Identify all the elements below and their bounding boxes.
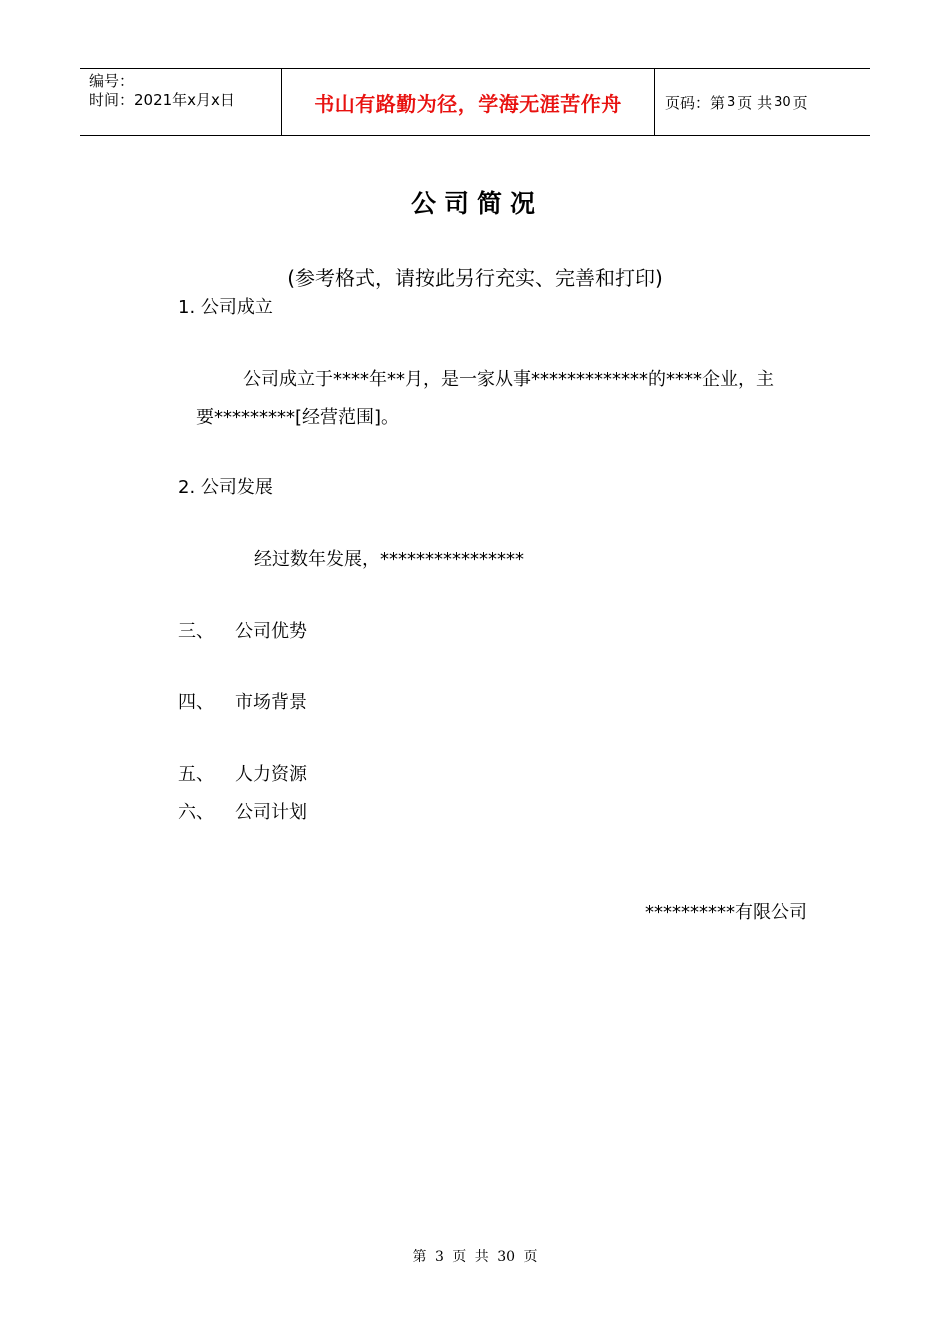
section-6-heading xyxy=(178,798,307,824)
section-3-title: 公司优势 xyxy=(235,621,307,642)
header-motto: 书山有路勤为径，学海无涯苦作舟 xyxy=(314,91,622,116)
header-motto-cell xyxy=(282,69,655,135)
document-subtitle: (参考格式，请按此另行充实、完善和打印) xyxy=(287,266,663,290)
section-2-body: 经过数年发展，**************** xyxy=(254,549,524,570)
section-1-body-line-2: 要*********[经营范围]。 xyxy=(196,407,400,428)
page-mid-label: 页 共 xyxy=(737,93,773,112)
page-header xyxy=(80,68,870,136)
page-end-label: 页 xyxy=(792,93,808,112)
section-6-title: 公司计划 xyxy=(235,802,307,823)
section-2-heading: 2. 公司发展 xyxy=(178,477,273,498)
section-3-heading xyxy=(178,617,307,643)
section-5-heading xyxy=(178,760,307,786)
page-total: 30 xyxy=(774,94,791,110)
page-label: 页码：第 xyxy=(665,93,726,112)
section-5-title: 人力资源 xyxy=(235,764,307,785)
page-current: 3 xyxy=(727,94,736,110)
page-footer: 第 3 页 共 30 页 xyxy=(412,1249,538,1265)
document-date: 时间：2021年x月x日 xyxy=(89,91,235,109)
section-1-body-line-1: 公司成立于****年**月，是一家从事*************的****企业，主 xyxy=(243,369,774,390)
section-4-heading xyxy=(178,688,307,714)
company-signature: **********有限公司 xyxy=(645,902,807,923)
section-1-heading: 1. 公司成立 xyxy=(178,297,273,318)
section-3-number: 三、 xyxy=(178,621,214,642)
document-number-label: 编号： xyxy=(89,72,135,90)
header-meta-cell xyxy=(80,69,282,135)
section-6-number: 六、 xyxy=(178,802,214,823)
document-title: 公司简况 xyxy=(410,189,543,218)
section-5-number: 五、 xyxy=(178,764,214,785)
section-4-number: 四、 xyxy=(178,692,214,713)
section-4-title: 市场背景 xyxy=(235,692,307,713)
header-page-cell xyxy=(655,69,870,135)
